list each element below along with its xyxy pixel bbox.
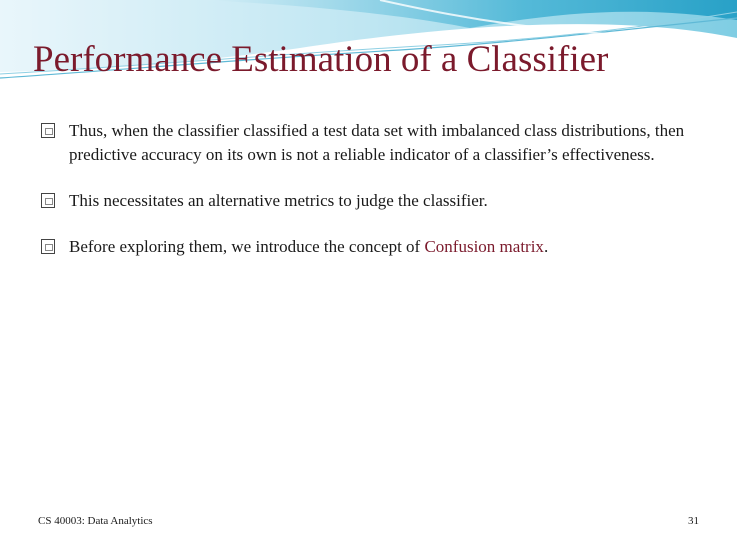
bullet-list [41,119,701,259]
footer-course: CS 40003: Data Analytics [38,515,153,527]
bullet-item [41,189,701,213]
bullet-text: This necessitates an alternative metrics to judge the classifier. [69,191,488,210]
bullet-text-before: Before exploring them, we introduce the concept of [69,237,425,256]
box-bullet-icon [41,123,55,138]
bullet-item [41,235,701,259]
slide-title: Performance Estimation of a Classifier [33,39,609,80]
confusion-matrix-term: Confusion matrix [424,237,544,256]
page-number: 31 [688,515,699,527]
bullet-text: Thus, when the classifier classified a test data set with imbalanced class distributions, then predictive accuracy on its own is not a reliable indicator of a classifier’s effectiveness. [69,121,685,164]
bullet-item [41,119,701,167]
box-bullet-icon [41,239,55,254]
box-bullet-icon [41,193,55,208]
bullet-text-after: . [543,237,549,256]
